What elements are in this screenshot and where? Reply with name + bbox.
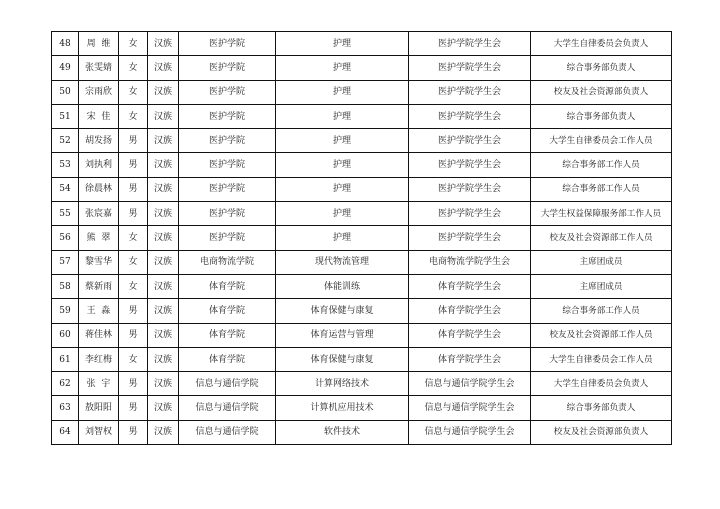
cell-major: 护理 [276, 129, 409, 153]
cell-position: 综合事务部工作人员 [531, 299, 672, 323]
cell-name: 李红梅 [79, 347, 119, 371]
cell-gender: 女 [119, 250, 148, 274]
cell-ethnicity: 汉族 [148, 104, 179, 128]
cell-major: 护理 [276, 80, 409, 104]
cell-college: 信息与通信学院 [179, 420, 276, 444]
cell-name: 敖阳阳 [79, 396, 119, 420]
cell-position: 大学生自律委员会工作人员 [531, 347, 672, 371]
cell-gender: 女 [119, 56, 148, 80]
cell-gender: 女 [119, 104, 148, 128]
cell-name: 王 淼 [79, 299, 119, 323]
table-row [52, 420, 672, 444]
table-row [52, 32, 672, 56]
cell-gender: 女 [119, 80, 148, 104]
table-body [52, 32, 672, 445]
cell-position: 校友及社会资源部工作人员 [531, 226, 672, 250]
cell-college: 医护学院 [179, 104, 276, 128]
cell-major: 现代物流管理 [276, 250, 409, 274]
cell-union: 电商物流学院学生会 [409, 250, 531, 274]
cell-ethnicity: 汉族 [148, 347, 179, 371]
cell-college: 医护学院 [179, 56, 276, 80]
cell-college: 医护学院 [179, 202, 276, 226]
table-row [52, 226, 672, 250]
cell-index: 59 [52, 299, 79, 323]
cell-union: 医护学院学生会 [409, 32, 531, 56]
cell-gender: 男 [119, 396, 148, 420]
cell-ethnicity: 汉族 [148, 274, 179, 298]
cell-union: 医护学院学生会 [409, 56, 531, 80]
cell-major: 体能训练 [276, 274, 409, 298]
cell-gender: 男 [119, 129, 148, 153]
cell-index: 48 [52, 32, 79, 56]
cell-ethnicity: 汉族 [148, 129, 179, 153]
cell-position: 大学生自律委员会工作人员 [531, 129, 672, 153]
cell-name: 周 维 [79, 32, 119, 56]
cell-major: 护理 [276, 32, 409, 56]
cell-name: 胡发扬 [79, 129, 119, 153]
cell-college: 信息与通信学院 [179, 396, 276, 420]
cell-name: 宋 佳 [79, 104, 119, 128]
cell-index: 58 [52, 274, 79, 298]
cell-major: 体育保健与康复 [276, 347, 409, 371]
cell-major: 计算机应用技术 [276, 396, 409, 420]
cell-college: 电商物流学院 [179, 250, 276, 274]
cell-position: 校友及社会资源部工作人员 [531, 323, 672, 347]
cell-major: 计算网络技术 [276, 372, 409, 396]
cell-index: 52 [52, 129, 79, 153]
cell-major: 护理 [276, 177, 409, 201]
cell-union: 医护学院学生会 [409, 80, 531, 104]
cell-name: 刘智权 [79, 420, 119, 444]
cell-ethnicity: 汉族 [148, 323, 179, 347]
cell-union: 医护学院学生会 [409, 177, 531, 201]
cell-ethnicity: 汉族 [148, 177, 179, 201]
cell-name: 宗雨欣 [79, 80, 119, 104]
cell-index: 60 [52, 323, 79, 347]
cell-union: 医护学院学生会 [409, 226, 531, 250]
cell-index: 62 [52, 372, 79, 396]
table-row [52, 80, 672, 104]
cell-gender: 男 [119, 177, 148, 201]
table-row [52, 202, 672, 226]
cell-union: 医护学院学生会 [409, 202, 531, 226]
cell-name: 张 宇 [79, 372, 119, 396]
cell-name: 徐晨林 [79, 177, 119, 201]
table-row [52, 250, 672, 274]
cell-position: 校友及社会资源部负责人 [531, 80, 672, 104]
cell-union: 医护学院学生会 [409, 129, 531, 153]
cell-gender: 男 [119, 323, 148, 347]
cell-ethnicity: 汉族 [148, 226, 179, 250]
cell-gender: 男 [119, 420, 148, 444]
cell-index: 54 [52, 177, 79, 201]
cell-name: 熊 翠 [79, 226, 119, 250]
cell-ethnicity: 汉族 [148, 396, 179, 420]
cell-index: 56 [52, 226, 79, 250]
cell-position: 大学生自律委员会负责人 [531, 372, 672, 396]
cell-gender: 男 [119, 372, 148, 396]
cell-position: 校友及社会资源部负责人 [531, 420, 672, 444]
cell-ethnicity: 汉族 [148, 372, 179, 396]
cell-index: 55 [52, 202, 79, 226]
table-row [52, 396, 672, 420]
table-row [52, 129, 672, 153]
cell-major: 体育保健与康复 [276, 299, 409, 323]
cell-major: 护理 [276, 153, 409, 177]
cell-union: 体育学院学生会 [409, 347, 531, 371]
cell-gender: 女 [119, 347, 148, 371]
cell-ethnicity: 汉族 [148, 299, 179, 323]
cell-gender: 男 [119, 299, 148, 323]
cell-college: 医护学院 [179, 177, 276, 201]
cell-ethnicity: 汉族 [148, 80, 179, 104]
cell-position: 主席团成员 [531, 274, 672, 298]
cell-index: 64 [52, 420, 79, 444]
cell-college: 体育学院 [179, 299, 276, 323]
table-row [52, 56, 672, 80]
table-row [52, 299, 672, 323]
table-row [52, 153, 672, 177]
cell-college: 医护学院 [179, 226, 276, 250]
cell-index: 53 [52, 153, 79, 177]
table-row [52, 372, 672, 396]
cell-name: 张雯婧 [79, 56, 119, 80]
cell-college: 医护学院 [179, 153, 276, 177]
cell-college: 医护学院 [179, 32, 276, 56]
cell-position: 主席团成员 [531, 250, 672, 274]
cell-ethnicity: 汉族 [148, 56, 179, 80]
cell-gender: 男 [119, 153, 148, 177]
cell-index: 63 [52, 396, 79, 420]
cell-major: 护理 [276, 226, 409, 250]
cell-index: 49 [52, 56, 79, 80]
cell-college: 体育学院 [179, 323, 276, 347]
cell-name: 黎雪华 [79, 250, 119, 274]
cell-college: 医护学院 [179, 80, 276, 104]
cell-position: 综合事务部负责人 [531, 56, 672, 80]
cell-union: 医护学院学生会 [409, 104, 531, 128]
cell-major: 护理 [276, 56, 409, 80]
cell-ethnicity: 汉族 [148, 202, 179, 226]
cell-gender: 女 [119, 226, 148, 250]
cell-union: 医护学院学生会 [409, 153, 531, 177]
cell-college: 医护学院 [179, 129, 276, 153]
cell-name: 蔡新雨 [79, 274, 119, 298]
cell-major: 体育运营与管理 [276, 323, 409, 347]
table-row [52, 177, 672, 201]
cell-ethnicity: 汉族 [148, 153, 179, 177]
cell-union: 信息与通信学院学生会 [409, 372, 531, 396]
cell-ethnicity: 汉族 [148, 420, 179, 444]
cell-index: 61 [52, 347, 79, 371]
cell-position: 综合事务部工作人员 [531, 153, 672, 177]
cell-name: 刘执利 [79, 153, 119, 177]
table-row [52, 104, 672, 128]
cell-major: 护理 [276, 202, 409, 226]
cell-name: 张宸嘉 [79, 202, 119, 226]
cell-name: 蒋佳林 [79, 323, 119, 347]
cell-position: 综合事务部工作人员 [531, 177, 672, 201]
table-row [52, 274, 672, 298]
cell-gender: 男 [119, 202, 148, 226]
table-row [52, 323, 672, 347]
cell-ethnicity: 汉族 [148, 32, 179, 56]
cell-union: 信息与通信学院学生会 [409, 396, 531, 420]
cell-union: 体育学院学生会 [409, 323, 531, 347]
cell-college: 体育学院 [179, 274, 276, 298]
cell-college: 体育学院 [179, 347, 276, 371]
cell-gender: 女 [119, 32, 148, 56]
cell-index: 57 [52, 250, 79, 274]
cell-index: 50 [52, 80, 79, 104]
cell-union: 体育学院学生会 [409, 299, 531, 323]
table-row [52, 347, 672, 371]
cell-ethnicity: 汉族 [148, 250, 179, 274]
cell-union: 信息与通信学院学生会 [409, 420, 531, 444]
cell-position: 综合事务部负责人 [531, 104, 672, 128]
cell-position: 大学生权益保障服务部工作人员 [531, 202, 672, 226]
cell-major: 软件技术 [276, 420, 409, 444]
member-table [51, 31, 672, 445]
cell-index: 51 [52, 104, 79, 128]
cell-major: 护理 [276, 104, 409, 128]
cell-union: 体育学院学生会 [409, 274, 531, 298]
cell-position: 大学生自律委员会负责人 [531, 32, 672, 56]
cell-position: 综合事务部负责人 [531, 396, 672, 420]
cell-college: 信息与通信学院 [179, 372, 276, 396]
cell-gender: 女 [119, 274, 148, 298]
